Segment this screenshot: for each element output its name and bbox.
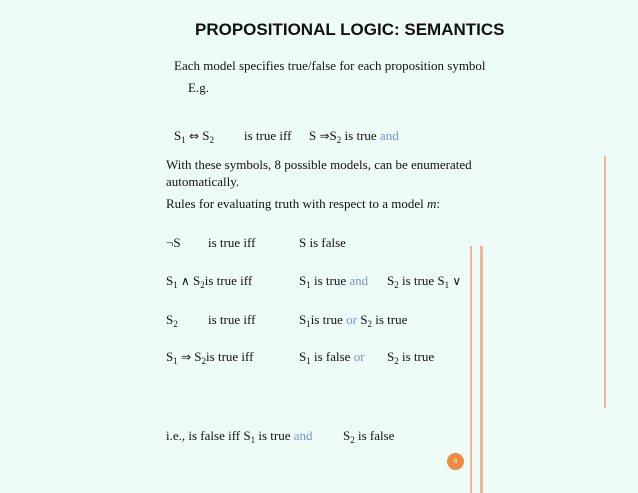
ie-line	[166, 428, 313, 444]
decorative-line	[604, 156, 606, 408]
s-symbol: S	[193, 273, 201, 288]
imp-rule-mid: is true iff	[206, 349, 254, 364]
imp-rule-rhs2	[387, 349, 434, 365]
rules-intro	[166, 196, 440, 212]
decorative-line	[470, 246, 472, 493]
and-rule-mid: is true iff	[204, 273, 253, 288]
s-symbol: S	[360, 312, 368, 327]
not-rule-mid: is true iff	[208, 235, 256, 250]
example-line	[174, 128, 214, 144]
enumerate-line-2: automatically.	[166, 174, 240, 189]
and-rule-rhs	[299, 273, 368, 289]
s-symbol: S	[299, 273, 307, 288]
example-iff-text: is true iff	[244, 128, 292, 143]
subscript: 1	[306, 319, 311, 329]
is-true-text: is true	[313, 273, 347, 288]
imp-rule-rhs	[299, 349, 365, 365]
enumerate-line-1: With these symbols, 8 possible models, can be enumerated	[166, 157, 472, 172]
s-symbol: S	[437, 273, 445, 288]
slide-title: PROPOSITIONAL LOGIC: SEMANTICS	[195, 20, 505, 39]
or-icon: ∨	[452, 274, 462, 288]
imp-rule-lhs	[166, 349, 253, 365]
subscript: 1	[250, 435, 256, 445]
subscript: 2	[209, 135, 215, 145]
is-false-text: is false	[313, 349, 351, 364]
intro-line: Each model specifies true/false for each proposition symbol	[174, 58, 486, 73]
or-rule-rhs	[299, 312, 407, 328]
subscript: 2	[173, 319, 178, 329]
and-icon: ∧	[180, 274, 190, 288]
is-true-text: is true	[255, 428, 291, 443]
or-keyword: or	[353, 349, 365, 364]
s-symbol: S	[343, 428, 351, 443]
implies-icon: ⇒	[180, 350, 192, 364]
subscript: 1	[306, 356, 311, 366]
subscript: 2	[394, 356, 399, 366]
and-rule-rhs2	[387, 273, 461, 289]
subscript: 2	[201, 356, 207, 366]
eg-label: E.g.	[188, 80, 209, 95]
model-symbol: m	[427, 196, 437, 211]
subscript: 1	[173, 280, 178, 290]
s-symbol: S	[329, 128, 337, 143]
is-true-text: is true	[401, 349, 435, 364]
s-symbol: S	[309, 128, 317, 143]
is-true-text: is true	[344, 128, 377, 143]
example-rhs	[309, 128, 399, 144]
ie-prefix: i.e., is false iff S	[166, 428, 251, 443]
not-rule-lhs: ¬S	[166, 235, 181, 250]
s-symbol: S	[194, 349, 202, 364]
subscript: 1	[181, 135, 186, 145]
s-symbol: S	[174, 128, 182, 143]
s-symbol: S	[387, 349, 395, 364]
iff-icon: ⇔	[188, 129, 200, 143]
s-symbol: S	[166, 349, 174, 364]
subscript: 2	[367, 319, 372, 329]
s-symbol: S	[166, 273, 174, 288]
subscript: 2	[336, 135, 342, 145]
subscript: 2	[200, 280, 205, 290]
s-symbol: S	[299, 312, 307, 327]
and-rule-lhs	[166, 273, 252, 289]
or-rule-mid: is true iff	[208, 312, 256, 327]
subscript: 1	[173, 356, 178, 366]
and-keyword: and	[349, 273, 369, 288]
s-symbol: S	[299, 349, 307, 364]
is-true-text: is true	[375, 312, 408, 327]
or-keyword: or	[346, 312, 357, 327]
page-number-badge: 6	[447, 453, 464, 470]
and-keyword: and	[293, 428, 313, 443]
subscript: 1	[306, 280, 311, 290]
subscript: 2	[394, 280, 399, 290]
is-true-text: is true	[401, 273, 435, 288]
s-symbol: S	[202, 128, 210, 143]
subscript: 1	[444, 280, 450, 290]
s-symbol: S	[166, 312, 174, 327]
is-true-text: is true	[310, 312, 343, 327]
not-rule-rhs: S is false	[299, 235, 346, 250]
colon: :	[436, 196, 441, 211]
rules-intro-text: Rules for evaluating truth with respect to a model	[166, 196, 428, 211]
implies-icon: ⇒	[319, 129, 330, 143]
ie-line-rhs	[343, 428, 394, 444]
is-false-text: is false	[357, 428, 395, 443]
or-rule-lhs	[166, 312, 178, 328]
decorative-line	[480, 246, 483, 493]
s-symbol: S	[387, 273, 395, 288]
and-keyword: and	[379, 128, 399, 143]
subscript: 2	[350, 435, 355, 445]
